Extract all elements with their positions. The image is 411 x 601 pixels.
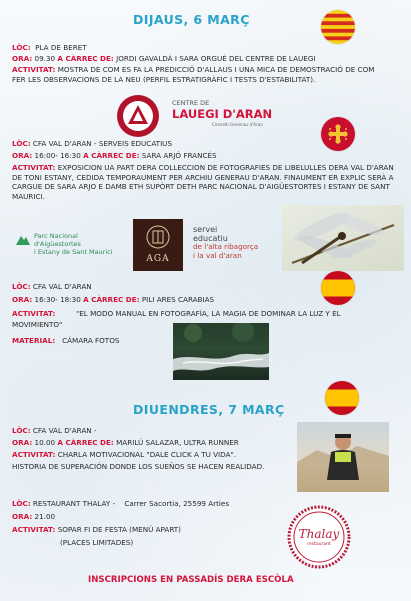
servei-line4: i la val d'aran: [193, 250, 242, 260]
spain-flag-icon: [321, 271, 355, 305]
day1-item2-activitat: ACTIVITAT: EXPOSICION UA PART DERA COLLECCION DE FOTOGRAFIES DE LIBELULLES DERA VAL D'ARAN DE TONI ESTANY, CEDIDA TEMPORAUMENT PER ARCHIU GENERAU D'ARAN. FINAUMENT ER EXPLIC SERÀ A CARGUE DE SARA ARJO E DAMB ETH SUPÒRT DETH PARC NACIONAL D'AIGÜESTORTES I ESTANY DE SANT MAURICI.: [12, 163, 394, 201]
day1-item3-material: MATERIAL: CÁMARA FOTOS: [12, 336, 120, 345]
day2-item2-activitat2: (PLACES LIMITADES): [60, 538, 134, 547]
servei-educatiu-logo: [193, 226, 283, 270]
day1-item1-ora: ORA: 09.30 A CÀRREC DE: JORDI GAVALDÀ I SARA ORGUÉ DEL CENTRE DE LAUEGI: [12, 54, 316, 63]
thalay-logo: [287, 505, 351, 569]
servei-line1: servei: [193, 225, 218, 234]
thalay-sub: restaurant: [307, 542, 331, 547]
lauegi-logo: [116, 94, 276, 136]
catalan-flag-icon: [321, 10, 355, 44]
lauegi-seal-icon: [116, 94, 160, 138]
day2-item2-ora: ORA: 21.00: [12, 512, 56, 521]
day2-item1-ora: ORA: 10.00 A CÀRREC DE: MARILÚ SALAZAR, ULTRA RUNNER: [12, 438, 239, 447]
day2-item2-activitat: ACTIVITAT: SOPAR FI DE FESTA (MENÚ APART): [12, 525, 181, 534]
aga-logo: [133, 219, 183, 271]
aga-text: AGA: [146, 254, 170, 264]
spain-flag-icon-2: [325, 381, 359, 415]
parc-line2: d'Aigüestortes: [34, 240, 81, 248]
day1-item2-loc: LÒC: CFA VAL D'ARAN - SERVEIS EDUCATIUS: [12, 139, 173, 148]
day2-item1-activitat2: HISTORIA DE SUPERACIÓN DONDE LOS SUEÑOS SE HACEN REALIDAD.: [12, 462, 265, 471]
parc-mountain-icon: [16, 233, 30, 245]
runner-photo: [297, 422, 389, 492]
day1-item1-activitat: ACTIVITAT: MOSTRA DE COM ES FA LA PREDICCIÓ D'ALLAUS I UNA MICA DE DEMOSTRACIÓ DE COM FER LES OBSERVACIONS DE LA NEU (PERFIL ESTRATIGRÀFIC I TESTS D'ESTABILITAT).: [12, 65, 375, 84]
servei-line3: de l'alta ribagorça: [193, 242, 259, 251]
aga-crest-icon: [146, 225, 170, 249]
parc-line1: Parc Nacional: [34, 232, 78, 240]
day1-item3-activitat: ACTIVITAT: "EL MODO MANUAL EN FOTOGRAFÍA, LA MAGIA DE DOMINAR LA LUZ Y EL MOVIMIENTO": [12, 309, 341, 329]
day2-item1-activitat: ACTIVITAT: CHARLA MOTIVACIONAL "DALE CLICK A TU VIDA".: [12, 450, 237, 459]
parc-nacional-logo: [16, 230, 130, 260]
thalay-name: Thalay: [298, 527, 340, 541]
day1-item2-ora: ORA: 16:00- 16:30 A CÀRREC DE: SARA ARJÓ FRANCÉS: [12, 151, 217, 160]
day1-item1-loc: LÒC: PLA DE BERET: [12, 43, 87, 52]
parc-line3: i Estany de Sant Maurici: [34, 248, 113, 256]
lauegi-sub: Conselh Generau d'Aran: [212, 122, 263, 127]
footer-inscripcions: INSCRIPCIONS EN PASSADÍS DERA ESCÒLA: [88, 575, 294, 585]
aran-flag-icon: [321, 117, 355, 151]
day1-item3-ora: ORA: 16:30- 18:30 A CÀRREC DE: PILI ARES CARABIAS: [12, 295, 215, 304]
day1-title: DIJAUS, 6 MARÇ: [133, 12, 250, 27]
lauegi-centre-de: CENTRE DE: [172, 99, 210, 107]
day2-item2-loc: LÒC: RESTAURANT THALAY - Carrer Sacortia, 25599 Arties: [12, 499, 230, 508]
day2-item1-loc: LÒC: CFA VAL D'ARAN -: [12, 426, 97, 435]
day1-item3-loc: LÒC: CFA VAL D'ARAN: [12, 282, 92, 291]
day2-title: DIUENDRES, 7 MARÇ: [133, 402, 285, 417]
dragonfly-photo: [282, 205, 404, 271]
lauegi-name: LAUEGI D'ARAN: [172, 107, 273, 121]
servei-line2: educatiu: [193, 233, 228, 243]
river-photo: [173, 323, 269, 380]
